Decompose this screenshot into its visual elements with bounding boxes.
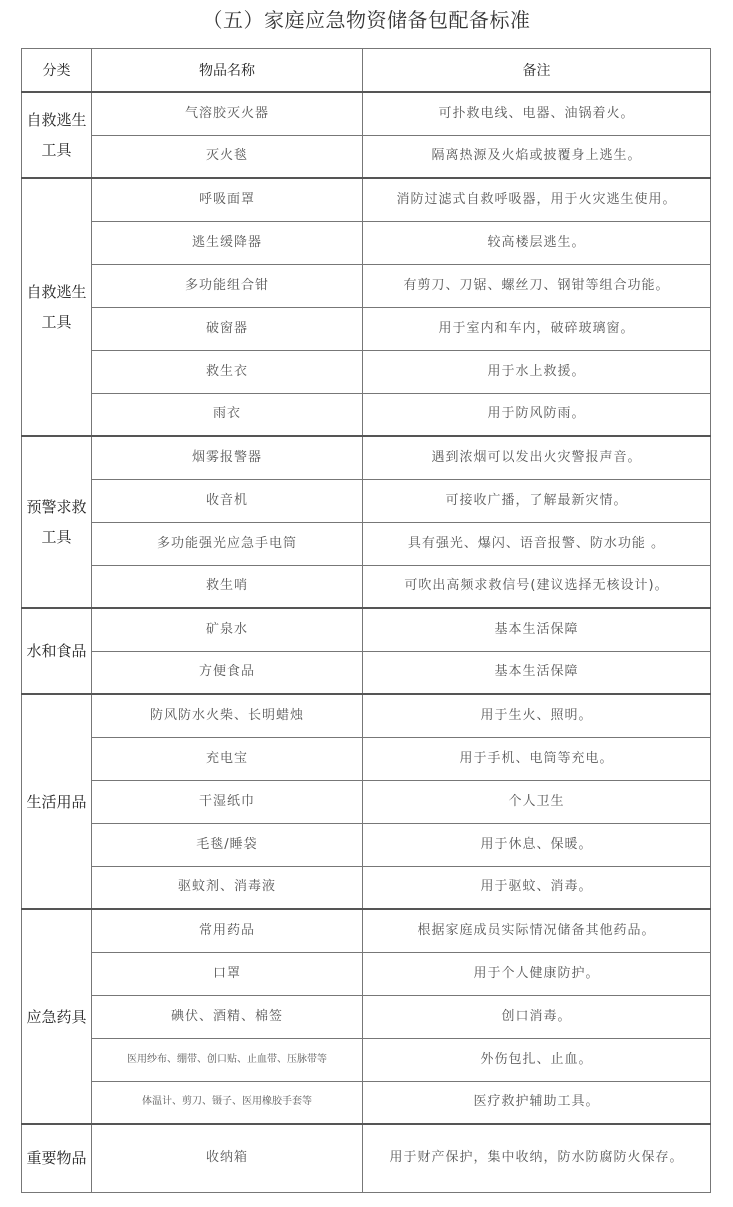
item-cell: 气溶胶灭火器	[92, 92, 363, 135]
item-cell: 救生哨	[92, 565, 363, 608]
item-cell: 防风防水火柴、长明蜡烛	[92, 694, 363, 737]
note-cell: 创口消毒。	[363, 995, 711, 1038]
category-cell: 水和食品	[22, 608, 92, 694]
table-row	[22, 608, 711, 651]
note-cell: 医疗救护辅助工具。	[363, 1081, 711, 1124]
note-cell: 消防过滤式自救呼吸器，用于火灾逃生使用。	[363, 178, 711, 221]
note-cell: 具有强光、爆闪、语音报警、防水功能 。	[363, 522, 711, 565]
item-cell: 医用纱布、绷带、创口贴、止血带、压脉带等	[92, 1038, 363, 1081]
category-cell: 生活用品	[22, 694, 92, 909]
item-cell: 救生衣	[92, 350, 363, 393]
table-row	[22, 92, 711, 135]
table-row	[22, 479, 711, 522]
note-cell: 用于防风防雨。	[363, 393, 711, 436]
table-row	[22, 565, 711, 608]
item-cell: 口罩	[92, 952, 363, 995]
item-cell: 充电宝	[92, 737, 363, 780]
table-row	[22, 1124, 711, 1192]
table-row	[22, 178, 711, 221]
item-cell: 呼吸面罩	[92, 178, 363, 221]
note-cell: 有剪刀、刀锯、螺丝刀、钢钳等组合功能。	[363, 264, 711, 307]
note-cell: 遇到浓烟可以发出火灾警报声音。	[363, 436, 711, 479]
table-row	[22, 436, 711, 479]
note-cell: 个人卫生	[363, 780, 711, 823]
note-cell: 外伤包扎、止血。	[363, 1038, 711, 1081]
table-row	[22, 694, 711, 737]
item-cell: 雨衣	[92, 393, 363, 436]
item-cell: 方便食品	[92, 651, 363, 694]
emergency-supplies-table	[21, 48, 711, 1193]
note-cell: 用于驱蚊、消毒。	[363, 866, 711, 909]
note-cell: 可吹出高频求救信号(建议选择无核设计)。	[363, 565, 711, 608]
table-row	[22, 1038, 711, 1081]
table-row	[22, 780, 711, 823]
table-row	[22, 393, 711, 436]
category-cell: 预警求救工具	[22, 436, 92, 608]
note-cell: 根据家庭成员实际情况储备其他药品。	[363, 909, 711, 952]
item-cell: 收音机	[92, 479, 363, 522]
category-cell: 重要物品	[22, 1124, 92, 1192]
table-row	[22, 995, 711, 1038]
category-cell: 自救逃生工具	[22, 92, 92, 178]
table-row	[22, 135, 711, 178]
table-row	[22, 909, 711, 952]
note-cell: 较高楼层逃生。	[363, 221, 711, 264]
table-row	[22, 264, 711, 307]
category-cell: 自救逃生工具	[22, 178, 92, 436]
item-cell: 多功能组合钳	[92, 264, 363, 307]
item-cell: 破窗器	[92, 307, 363, 350]
table-row	[22, 952, 711, 995]
note-cell: 用于休息、保暖。	[363, 823, 711, 866]
item-cell: 矿泉水	[92, 608, 363, 651]
item-cell: 常用药品	[92, 909, 363, 952]
note-cell: 用于生火、照明。	[363, 694, 711, 737]
item-cell: 多功能强光应急手电筒	[92, 522, 363, 565]
note-cell: 用于财产保护，集中收纳，防水防腐防火保存。	[363, 1124, 711, 1192]
note-cell: 用于手机、电筒等充电。	[363, 737, 711, 780]
item-cell: 体温计、剪刀、镊子、医用橡胶手套等	[92, 1081, 363, 1124]
item-cell: 驱蚊剂、消毒液	[92, 866, 363, 909]
item-cell: 毛毯/睡袋	[92, 823, 363, 866]
header-note: 备注	[363, 49, 711, 93]
header-item: 物品名称	[92, 49, 363, 93]
item-cell: 碘伏、酒精、棉签	[92, 995, 363, 1038]
header-category: 分类	[22, 49, 92, 93]
table-row	[22, 1081, 711, 1124]
table-row	[22, 866, 711, 909]
table-row	[22, 651, 711, 694]
table-row	[22, 522, 711, 565]
note-cell: 可扑救电线、电器、油锅着火。	[363, 92, 711, 135]
note-cell: 基本生活保障	[363, 651, 711, 694]
table-row	[22, 350, 711, 393]
note-cell: 基本生活保障	[363, 608, 711, 651]
table-row	[22, 221, 711, 264]
note-cell: 用于室内和车内，破碎玻璃窗。	[363, 307, 711, 350]
table-row	[22, 737, 711, 780]
note-cell: 用于水上救援。	[363, 350, 711, 393]
table-row	[22, 307, 711, 350]
table-row	[22, 823, 711, 866]
table-header-row	[22, 49, 711, 93]
item-cell: 干湿纸巾	[92, 780, 363, 823]
item-cell: 烟雾报警器	[92, 436, 363, 479]
item-cell: 逃生缓降器	[92, 221, 363, 264]
item-cell: 收纳箱	[92, 1124, 363, 1192]
note-cell: 隔离热源及火焰或披覆身上逃生。	[363, 135, 711, 178]
document-title: （五）家庭应急物资储备包配备标准	[202, 8, 531, 32]
item-cell: 灭火毯	[92, 135, 363, 178]
category-cell: 应急药具	[22, 909, 92, 1124]
note-cell: 可接收广播，了解最新灾情。	[363, 479, 711, 522]
note-cell: 用于个人健康防护。	[363, 952, 711, 995]
